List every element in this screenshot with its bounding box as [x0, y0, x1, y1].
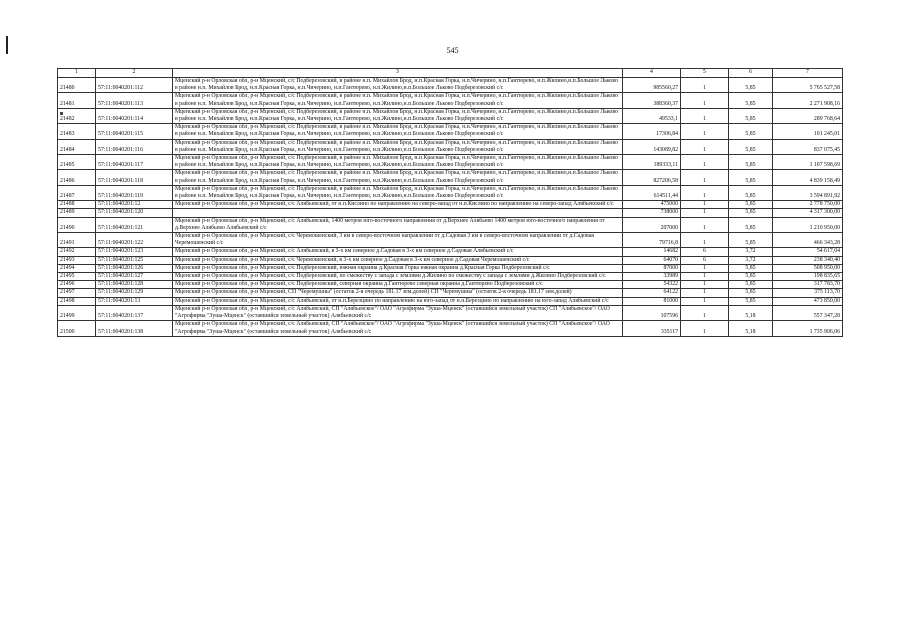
row-number: 21499 [58, 305, 96, 320]
group-code: 1 [681, 139, 729, 154]
location-description: Мценский р-н Орловская обл, р-н Мценский, с/с Черемошенский, 3 км в северо-восточном направлении от д.Садовая 3 км в северо-восточном направлении от д.Садовая Черемошенский с/с [173, 233, 623, 248]
location-description: Мценский р-н Орловская обл, р-н Мценский, с/с Подберезовский, в районе н.п. Михайлов Брод, н.п.Красная Горка, н.п.Чичерино, н.п.Гантюрево, н.п.Жилино,н.п.Большое Льково в районе н.п. Михайлов Брод, н.п.Красная Горка, н.п.Чичерино, н.п.Гантюрево, н.п.Жилино,н.п.Большое Льково Подберезовский с/с [173, 139, 623, 154]
row-number: 21481 [58, 93, 96, 108]
group-code: 1 [681, 170, 729, 185]
row-number: 21492 [58, 248, 96, 256]
row-number: 21487 [58, 185, 96, 200]
column-header: 4 [623, 69, 681, 78]
area-value: 475000 [623, 201, 681, 209]
rate-value: 5,85 [729, 273, 773, 281]
cadastral-number: 57:11:0040201:127 [96, 273, 173, 281]
row-number: 21497 [58, 289, 96, 297]
column-header: 7 [773, 69, 843, 78]
cadastral-cost: 198 835,65 [773, 273, 843, 281]
cadastral-cost: 4 317 300,00 [773, 209, 843, 217]
row-number: 21493 [58, 256, 96, 264]
row-number: 21490 [58, 217, 96, 232]
rate-value: 5,85 [729, 209, 773, 217]
row-number: 21496 [58, 281, 96, 289]
group-code: 1 [681, 201, 729, 209]
table-row [58, 185, 843, 200]
area-value: 207000 [623, 217, 681, 232]
table-row [58, 281, 843, 289]
group-code: 1 [681, 281, 729, 289]
cadastral-cost: 2 778 750,00 [773, 201, 843, 209]
cadastral-cost: 3 594 891,92 [773, 185, 843, 200]
cadastral-number: 57:11:0040201:128 [96, 281, 173, 289]
cadastral-cost: 4 839 158,49 [773, 170, 843, 185]
location-description: Мценский р-н Орловская обл, р-н Мценский, с/с Подберезовский, в районе н.п. Михайлов Брод, н.п.Красная Горка, н.п.Чичерино, н.п.Гантюрево, н.п.Жилино,н.п.Большое Льково в районе н.п. Михайлов Брод, н.п.Красная Горка, н.п.Чичерино, н.п.Гантюрево, н.п.Жилино,н.п.Большое Льково Подберезовский с/с [173, 155, 623, 170]
location-description: Мценский р-н Орловская обл, р-н Мценский, с/с Подберезовский, в районе н.п. Михайлов Брод, н.п.Красная Горка, н.п.Чичерино, н.п.Гантюрево, н.п.Жилино,н.п.Большое Льково в районе н.п. Михайлов Брод, н.п.Красная Горка, н.п.Чичерино, н.п.Гантюрево, н.п.Жилино,н.п.Большое Льково Подберезовский с/с [173, 93, 623, 108]
group-code: 1 [681, 108, 729, 123]
rate-value: 5,85 [729, 217, 773, 232]
rate-value: 5,85 [729, 185, 773, 200]
table-row [58, 170, 843, 185]
cadastral-number: 57:11:0040201:121 [96, 217, 173, 232]
cadastral-number: 57:11:0040201:118 [96, 170, 173, 185]
cadastral-cost: 2 271 908,16 [773, 93, 843, 108]
table-row [58, 78, 843, 93]
rate-value: 5,85 [729, 155, 773, 170]
column-header: 5 [681, 69, 729, 78]
row-number: 21484 [58, 139, 96, 154]
rate-value: 3,72 [729, 248, 773, 256]
cadastral-cost: 473 850,00 [773, 297, 843, 305]
area-value: 388360,37 [623, 93, 681, 108]
rate-value: 5,85 [729, 233, 773, 248]
area-value: 33989 [623, 273, 681, 281]
area-value: 189333,11 [623, 155, 681, 170]
cadastral-number: 57:11:0040201:126 [96, 264, 173, 272]
group-code: 1 [681, 217, 729, 232]
location-description: Мценский р-н Орловская обл, р-н Мценский, с/с Подберезовский, по смежеству с запада с землями д.Жилино по смежеству с запада с землями д.Жилино Подберезовский с/с [173, 273, 623, 281]
group-code: 1 [681, 321, 729, 336]
row-number: 21498 [58, 297, 96, 305]
area-value: 107596 [623, 305, 681, 320]
register-body [58, 78, 843, 337]
area-value: 81000 [623, 297, 681, 305]
cadastral-cost: 1 210 950,00 [773, 217, 843, 232]
group-code: 6 [681, 256, 729, 264]
table-row [58, 209, 843, 217]
row-number: 21483 [58, 124, 96, 139]
cadastral-number: 57:11:0040201:123 [96, 248, 173, 256]
page-number: 545 [446, 46, 459, 55]
cadastral-number: 57:11:0040201:138 [96, 321, 173, 336]
location-description: Мценский р-н Орловская обл, р-н Мценский, с/с Подберезовский, в районе н.п. Михайлов Брод, н.п.Красная Горка, н.п.Чичерино, н.п.Гантюрево, н.п.Жилино,н.п.Большое Льково в районе н.п. Михайлов Брод, н.п.Красная Горка, н.п.Чичерино, н.п.Гантюрево, н.п.Жилино,н.п.Большое Льково Подберезовский с/с [173, 170, 623, 185]
rate-value: 5,85 [729, 78, 773, 93]
table-row [58, 273, 843, 281]
cadastral-cost: 508 950,00 [773, 264, 843, 272]
column-header: 2 [96, 69, 173, 78]
row-number: 21494 [58, 264, 96, 272]
row-number: 21486 [58, 170, 96, 185]
cadastral-number: 57:11:0040201:137 [96, 305, 173, 320]
rate-value: 5,85 [729, 289, 773, 297]
rate-value: 5,85 [729, 124, 773, 139]
location-description: Мценский р-н Орловская обл, р-н Мценский, с/с Подберезовский, в районе н.п. Михайлов Брод, н.п.Красная Горка, н.п.Чичерино, н.п.Гантюрево, н.п.Жилино,н.п.Большое Льково в районе н.п. Михайлов Брод, н.п.Красная Горка, н.п.Чичерино, н.п.Гантюрево, н.п.Жилино,н.п.Большое Льково Подберезовский с/с [173, 78, 623, 93]
area-value: 87000 [623, 264, 681, 272]
cadastral-cost: 238 340,40 [773, 256, 843, 264]
rate-value: 5,85 [729, 264, 773, 272]
row-number: 21488 [58, 201, 96, 209]
group-code: 1 [681, 233, 729, 248]
cadastral-cost: 375 113,70 [773, 289, 843, 297]
cadastral-number: 57:11:0040201:13 [96, 297, 173, 305]
row-number: 21489 [58, 209, 96, 217]
rate-value: 5,85 [729, 297, 773, 305]
group-code: 1 [681, 297, 729, 305]
table-row [58, 321, 843, 336]
location-description: Мценский р-н Орловская обл, р-н Мценский, с/с Алябьевский, СП "Алябьевское"/ ОАО "Агрофирма "Зуша-Мценск" (оставшийся земельный участок) СП "Алябьевское"/ ОАО "Агрофирма "Зуша-Мценск" (оставшийся земельный участок) Алябьевский с/с [173, 321, 623, 336]
cadastral-number: 57:11:0040201:120 [96, 209, 173, 217]
table-row [58, 264, 843, 272]
area-value: 614511,44 [623, 185, 681, 200]
rate-value: 5,85 [729, 139, 773, 154]
location-description: Мценский р-н Орловская обл, р-н Мценский, с/с Алябьевский, 1400 метров юго-восточного направления от д.Верхнее Алябьево 1400 метров юго-восточного направления от д.Верхнее Алябьево Алябьевский с/с [173, 217, 623, 232]
row-number: 21491 [58, 233, 96, 248]
area-value: 64122 [623, 289, 681, 297]
area-value: 54322 [623, 281, 681, 289]
area-value: 738000 [623, 209, 681, 217]
cadastral-number: 57:11:0040201:122 [96, 233, 173, 248]
rate-value: 5,85 [729, 201, 773, 209]
cadastral-number: 57:11:0040201:129 [96, 289, 173, 297]
area-value: 64070 [623, 256, 681, 264]
location-description: Мценский р-н Орловская обл, р-н Мценский, СП "Черемушны" (остаток 2-я очередь 181.17 зем.долей) СП "Черемушны" (остаток 2-я очередь 181.17 зем.долей) [173, 289, 623, 297]
cadastral-cost: 837 075,45 [773, 139, 843, 154]
group-code: 1 [681, 209, 729, 217]
location-description: Мценский р-н Орловская обл, р-н Мценский, с/с Черемошенский, в 3-х км северное д.Садовая в 3-х км северное д.Садовая Черемошенский с/с [173, 256, 623, 264]
cadastral-number: 57:11:0040201:114 [96, 108, 173, 123]
column-number-row [58, 69, 843, 78]
cadastral-cost: 317 783,70 [773, 281, 843, 289]
table-row [58, 155, 843, 170]
group-code: 6 [681, 248, 729, 256]
cadastral-number: 57:11:0040201:116 [96, 139, 173, 154]
cadastral-number: 57:11:0040201:125 [96, 256, 173, 264]
area-value: 49533,1 [623, 108, 681, 123]
cadastral-cost: 101 245,01 [773, 124, 843, 139]
location-description: Мценский р-н Орловская обл, р-н Мценский, с/с Подберезовский, южная окраина д.Красная Горка южная окраина д.Красная Горка Подберезовский с/с [173, 264, 623, 272]
cadastral-cost: 54 617,04 [773, 248, 843, 256]
cadastral-cost: 5 765 527,58 [773, 78, 843, 93]
table-row [58, 217, 843, 232]
register-table [57, 68, 843, 337]
table-row [58, 289, 843, 297]
group-code: 1 [681, 185, 729, 200]
cadastral-cost: 289 768,64 [773, 108, 843, 123]
location-description: Мценский р-н Орловская обл, р-н Мценский, с/с Алябьевский, СП "Алябьевское"/ ОАО "Агрофирма "Зуша-Мценск" (оставшийся земельный участок) СП "Алябьевское"/ ОАО "Агрофирма "Зуша-Мценск" (оставшийся земельный участок) Алябьевский с/с [173, 305, 623, 320]
area-value: 827206,58 [623, 170, 681, 185]
table-row [58, 248, 843, 256]
group-code: 1 [681, 124, 729, 139]
cadastral-number: 57:11:0040201:12 [96, 201, 173, 209]
row-number: 21500 [58, 321, 96, 336]
column-header: 6 [729, 69, 773, 78]
rate-value: 5,85 [729, 281, 773, 289]
cadastral-cost: 1 107 598,69 [773, 155, 843, 170]
rate-value: 5,18 [729, 305, 773, 320]
cadastral-cost: 557 347,28 [773, 305, 843, 320]
cadastral-number: 57:11:0040201:113 [96, 93, 173, 108]
table-row [58, 256, 843, 264]
cadastral-cost: 466 343,28 [773, 233, 843, 248]
area-value: 17306,84 [623, 124, 681, 139]
area-value: 985560,27 [623, 78, 681, 93]
area-value: 143089,82 [623, 139, 681, 154]
group-code: 1 [681, 289, 729, 297]
rate-value: 5,85 [729, 170, 773, 185]
cadastral-number: 57:11:0040201:115 [96, 124, 173, 139]
area-value: 79716,8 [623, 233, 681, 248]
group-code: 1 [681, 264, 729, 272]
column-header: 1 [58, 69, 96, 78]
cadastral-cost: 1 735 906,06 [773, 321, 843, 336]
table-row [58, 201, 843, 209]
location-description: Мценский р-н Орловская обл, р-н Мценский, с/с Подберезовский, в районе н.п. Михайлов Брод, н.п.Красная Горка, н.п.Чичерино, н.п.Гантюрево, н.п.Жилино,н.п.Большое Льково в районе н.п. Михайлов Брод, н.п.Красная Горка, н.п.Чичерино, н.п.Гантюрево, н.п.Жилино,н.п.Большое Льково Подберезовский с/с [173, 108, 623, 123]
group-code: 1 [681, 305, 729, 320]
location-description: Мценский р-н Орловская обл, р-н Мценский, с/с Алябьевский, от н.п.Кислино по направлению на северо-запад от н.п.Кислино по направлению на северо-запад Алябьевский с/с [173, 201, 623, 209]
group-code: 1 [681, 78, 729, 93]
location-description: Мценский р-н Орловская обл, р-н Мценский, с/с Алябьевский, в 3-х км северное д.Садовая в 3-х км северное д.Садовая Алябьевский с/с [173, 248, 623, 256]
group-code: 1 [681, 155, 729, 170]
group-code: 1 [681, 273, 729, 281]
row-number: 21482 [58, 108, 96, 123]
table-row [58, 93, 843, 108]
area-value: 335117 [623, 321, 681, 336]
row-number: 21480 [58, 78, 96, 93]
rate-value: 5,85 [729, 108, 773, 123]
table-row [58, 108, 843, 123]
cadastral-number: 57:11:0040201:117 [96, 155, 173, 170]
cadastral-number: 57:11:0040201:112 [96, 78, 173, 93]
table-row [58, 124, 843, 139]
rate-value: 3,72 [729, 256, 773, 264]
column-header: 3 [173, 69, 623, 78]
cadastral-number: 57:11:0040201:119 [96, 185, 173, 200]
location-description: Мценский р-н Орловская обл, р-н Мценский, с/с Подберезовский, северная окраина д.Гантюрево северная окраина д.Гантюрево Подберезовский с/с [173, 281, 623, 289]
table-row [58, 233, 843, 248]
table-row [58, 297, 843, 305]
group-code: 1 [681, 93, 729, 108]
rate-value: 5,85 [729, 93, 773, 108]
location-description: Мценский р-н Орловская обл, р-н Мценский, с/с Подберезовский, в районе н.п. Михайлов Брод, н.п.Красная Горка, н.п.Чичерино, н.п.Гантюрево, н.п.Жилино,н.п.Большое Льково в районе н.п. Михайлов Брод, н.п.Красная Горка, н.п.Чичерино, н.п.Гантюрево, н.п.Жилино,н.п.Большое Льково Подберезовский с/с [173, 124, 623, 139]
row-number: 21485 [58, 155, 96, 170]
table-row [58, 139, 843, 154]
location-description: Мценский р-н Орловская обл, р-н Мценский, с/с Алябьевский, от н.п.Березцино по направлению на юго-запад от н.п.Березцино по направлению на юго-запад Алябьевский с/с [173, 297, 623, 305]
location-description: Мценский р-н Орловская обл, р-н Мценский, с/с Подберезовский, в районе н.п. Михайлов Брод, н.п.Красная Горка, н.п.Чичерино, н.п.Гантюрево, н.п.Жилино,н.п.Большое Льково в районе н.п. Михайлов Брод, н.п.Красная Горка, н.п.Чичерино, н.п.Гантюрево, н.п.Жилино,н.п.Большое Льково Подберезовский с/с [173, 185, 623, 200]
row-number: 21495 [58, 273, 96, 281]
rate-value: 5,18 [729, 321, 773, 336]
area-value: 14682 [623, 248, 681, 256]
location-description [173, 209, 623, 217]
table-row [58, 305, 843, 320]
